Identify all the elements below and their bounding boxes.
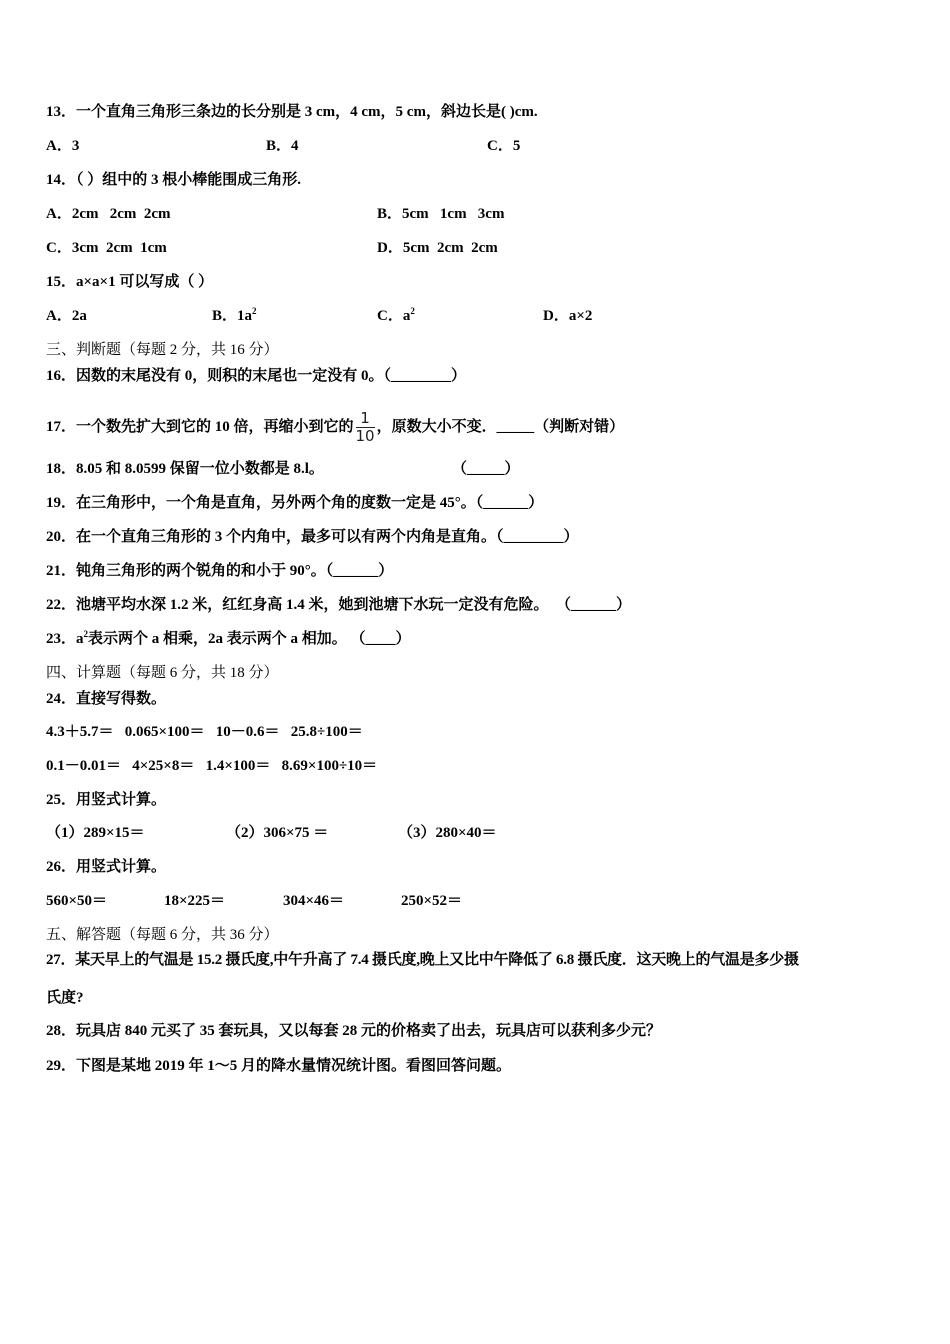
q27-line-2: 氏度? bbox=[46, 990, 84, 1006]
q26-item-1: 560×50＝ bbox=[46, 893, 108, 909]
q28-text: 28．玩具店 840 元买了 35 套玩具，又以每套 28 元的价格卖了出去，玩具店可以获利多少元？ bbox=[46, 1023, 662, 1039]
q26-title: 26．用竖式计算。 bbox=[46, 859, 167, 875]
section-3-heading: 三、判断题（每题 2 分，共 16 分） bbox=[46, 342, 279, 358]
q26-item-4: 250×52＝ bbox=[401, 893, 463, 909]
q25-item-2: （2）306×75 ＝ bbox=[226, 825, 329, 841]
q14-option-b: B．5cm 1cm 3cm bbox=[377, 206, 505, 222]
q13-option-a: A．3 bbox=[46, 138, 80, 154]
q29-text: 29．下图是某地 2019 年 1～5 月的降水量情况统计图。看图回答问题。 bbox=[46, 1058, 512, 1074]
q13-option-c: C．5 bbox=[487, 138, 521, 154]
q21-text: 21．钝角三角形的两个锐角的和小于 90°。（______） bbox=[46, 563, 394, 579]
q18-text: 18．8.05 和 8.0599 保留一位小数都是 8.l。 bbox=[46, 461, 324, 477]
q14-option-d: D．5cm 2cm 2cm bbox=[377, 240, 498, 256]
q14-text: 14．（ ）组中的 3 根小棒能围成三角形. bbox=[46, 172, 302, 188]
q15-option-d: D．a×2 bbox=[543, 308, 593, 324]
q25-title: 25．用竖式计算。 bbox=[46, 792, 167, 808]
q15-text: 15．a×a×1 可以写成（ ） bbox=[46, 274, 214, 290]
q14-option-a: A．2cm 2cm 2cm bbox=[46, 206, 171, 222]
q20-text: 20．在一个直角三角形的 3 个内角中，最多可以有两个内角是直角。（________） bbox=[46, 529, 579, 545]
q25-item-3: （3）280×40＝ bbox=[398, 825, 497, 841]
q15-option-b: B．$1a^2$ bbox=[212, 306, 257, 324]
q14-option-c: C．3cm 2cm 1cm bbox=[46, 240, 167, 256]
q13-option-b: B．4 bbox=[266, 138, 299, 154]
q25-item-1: （1）289×15＝ bbox=[46, 825, 145, 841]
q19-text: 19．在三角形中，一个角是直角，另外两个角的度数一定是 45°。（______） bbox=[46, 495, 544, 511]
q27-line-1: 27．某天早上的气温是 15.2 摄氏度,中午升高了 7.4 摄氏度,晚上又比中午降低了 6.8 摄氏度．这天晚上的气温是多少摄 bbox=[46, 952, 799, 968]
q17-fraction: $\frac{1}{10}$ bbox=[355, 409, 375, 445]
q18-blank: （_____） bbox=[452, 461, 520, 477]
q26-item-2: 18×225＝ bbox=[164, 893, 226, 909]
section-5-heading: 五、解答题（每题 6 分，共 36 分） bbox=[46, 927, 279, 943]
q15-option-c: C．$a^2$ bbox=[377, 306, 415, 324]
q16-text: 16．因数的末尾没有 0，则积的末尾也一定没有 0。（________） bbox=[46, 368, 467, 384]
q26-item-3: 304×46＝ bbox=[283, 893, 345, 909]
q17-text: 17．一个数先扩大到它的 10 倍，再缩小到它的 $\frac{1}{10}$ ，原数大小不变．_____（判断对错） bbox=[46, 409, 625, 445]
q15-option-a: A．2a bbox=[46, 308, 87, 324]
q24-row-2: 0.1－0.01＝ 4×25×8＝ 1.4×100＝ 8.69×100÷10＝ bbox=[46, 758, 378, 774]
q13-text: 13．一个直角三角形三条边的长分别是 3 cm，4 cm，5 cm，斜边长是( )cm. bbox=[46, 104, 538, 120]
q23-text: 23．$a^2$表示两个 a 相乘，2a 表示两个 a 相加。 （____） bbox=[46, 629, 411, 647]
q24-row-1: 4.3＋5.7＝ 0.065×100＝ 10－0.6＝ 25.8÷100＝ bbox=[46, 724, 363, 740]
section-4-heading: 四、计算题（每题 6 分，共 18 分） bbox=[46, 665, 279, 681]
q24-title: 24．直接写得数。 bbox=[46, 691, 167, 707]
q22-text: 22．池塘平均水深 1.2 米，红红身高 1.4 米，她到池塘下水玩一定没有危险。 （______） bbox=[46, 597, 632, 613]
